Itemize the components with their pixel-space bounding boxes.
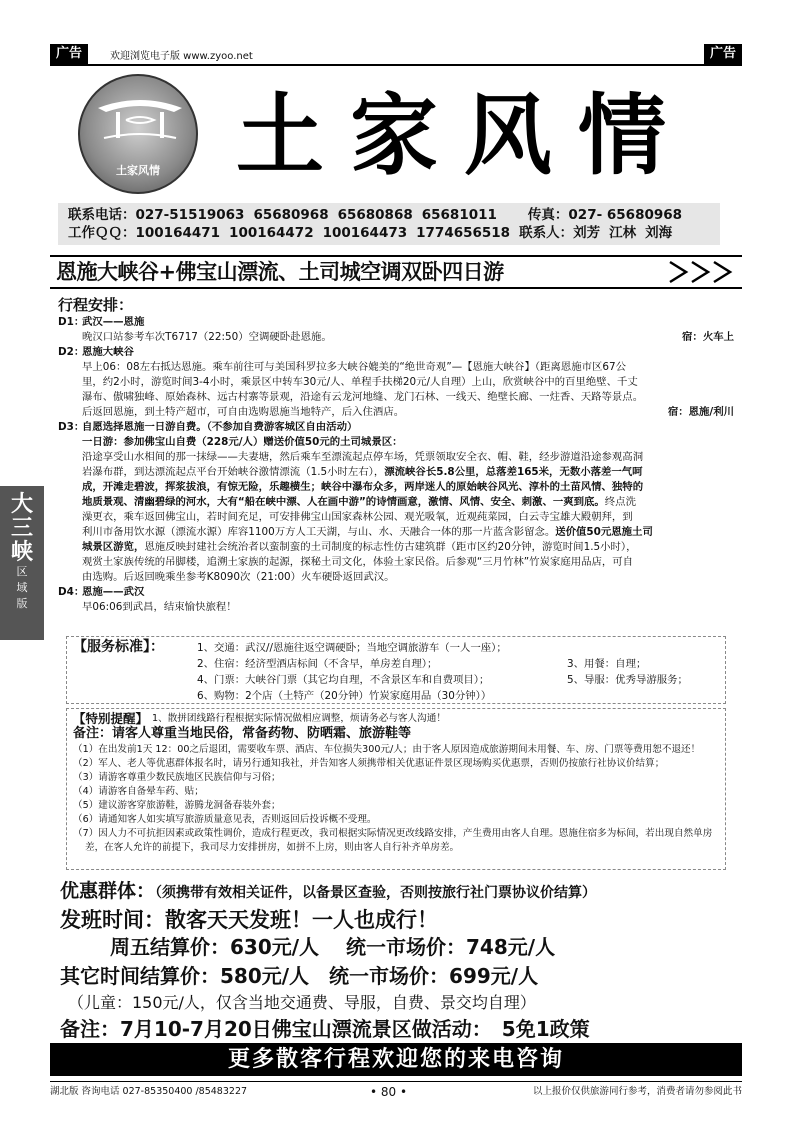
side-tab-char-1: 大 bbox=[10, 491, 33, 517]
day-4-detail: 早06:06到武昌，结束愉快旅程！ bbox=[82, 601, 237, 613]
footer-disclaimer: 以上报价仅供旅游同行参考，消费者请勿参阅此书 bbox=[532, 1086, 742, 1097]
side-tab-sub-2: 域 bbox=[16, 581, 28, 594]
contact-person-3: 刘海 bbox=[645, 225, 673, 241]
day-2-stay: 宿：恩施/利川 bbox=[667, 406, 734, 418]
tour-title: 恩施大峡谷+佛宝山漂流、土司城空调双卧四日游 bbox=[56, 260, 504, 284]
side-tab-sub-3: 版 bbox=[16, 597, 28, 610]
itinerary-section bbox=[58, 298, 734, 615]
pavilion-roof-icon bbox=[96, 94, 184, 140]
triple-arrow-icon bbox=[668, 259, 738, 285]
region-side-tab bbox=[0, 486, 44, 640]
day-4-heading: D4： 恩施——武汉 bbox=[58, 586, 145, 598]
contact-panel bbox=[58, 203, 720, 245]
notice-item: （6）请通知客人如实填写旅游质量意见表，否则返回后投诉概不受理。 bbox=[73, 814, 377, 825]
footer-contact: 湖北版 咨询电话 027-85350400 /85483227 bbox=[50, 1086, 248, 1097]
page-footer bbox=[50, 1081, 742, 1101]
top-header bbox=[50, 44, 742, 66]
service-row: 2、住宿：经济型酒店标间（不含早，单房差自理）； 3、用餐：自理； bbox=[197, 658, 647, 670]
notice-title: 【特别提醒】 bbox=[73, 711, 149, 726]
service-row: 1、交通：武汉//恩施往返空调硬卧；当地空调旅游车（一人一座）； bbox=[197, 642, 507, 654]
contact-person-2: 江林 bbox=[609, 225, 637, 241]
qq-2: 100164472 bbox=[229, 225, 314, 241]
side-tab-char-3: 峡 bbox=[10, 539, 33, 565]
contact-person-1: 联系人：刘芳 bbox=[519, 225, 601, 241]
phone-3: 65680868 bbox=[337, 207, 413, 223]
service-standard-box bbox=[66, 636, 726, 704]
service-title: 【服务标准】： bbox=[73, 639, 164, 655]
phone-1: 联系电话：027-51519063 bbox=[68, 207, 245, 223]
ad-label-left: 广告 bbox=[50, 44, 88, 64]
discount-group-line: 优惠群体：（须携带有效相关证件，以备景区查验，否则按旅行社门票协议价结算） bbox=[60, 880, 597, 902]
page-title: 土家风情 bbox=[236, 83, 693, 187]
contact-row-phone bbox=[68, 206, 710, 224]
phone-4: 65681011 bbox=[421, 207, 497, 223]
qq-3: 100164473 bbox=[322, 225, 408, 241]
notice-item: （7）因人力不可抗拒因素或政策性调价，造成行程更改，我司根据实际情况更改线路安排，产生费用由客人自理。恩施住宿多为标间，若出现自然单房差，在客人允许的前提下，我司尽力安排拼房，如拼不上房，则由客人自行补齐单房差。 bbox=[73, 828, 713, 853]
notice-intro: 1、散拼团线路行程根据实际情况做相应调整，烦请务必与客人沟通！ bbox=[152, 713, 446, 724]
side-tab-sub-1: 区 bbox=[16, 565, 28, 578]
fax: 传真：027- 65680968 bbox=[527, 207, 683, 223]
notice-item: （2）军人、老人等优惠群体报名时，请另行通知我社，并告知客人须携带相关优惠证件景区现场购买优惠票，否则仍按旅行社协议价结算； bbox=[73, 758, 665, 769]
service-row: 4、门票：大峡谷门票（其它均自理，不含景区车和自费项目）； 5、导服：优秀导游服务； bbox=[197, 674, 688, 686]
notice-remark: 备注：请客人尊重当地民俗，常备药物、防晒霜、旅游鞋等 bbox=[73, 726, 412, 741]
day-3-subheading: 一日游：参加佛宝山自费（228元/人）赠送价值50元的土司城景区： bbox=[82, 436, 403, 448]
phone-2: 65680968 bbox=[253, 207, 329, 223]
website-url[interactable]: 欢迎浏览电子版 www.zyoo.net bbox=[110, 51, 253, 62]
qq-1: 工作ＱＱ：100164471 bbox=[68, 225, 221, 241]
other-days-price: 其它时间结算价：580元/人 统一市场价：699元/人 bbox=[60, 964, 539, 988]
service-row: 6、购物：2个店（土特产（20分钟）竹炭家庭用品（30分钟）） bbox=[197, 690, 492, 702]
itinerary-title: 行程安排： bbox=[58, 296, 134, 314]
friday-price: 周五结算价：630元/人 统一市场价：748元/人 bbox=[110, 935, 556, 959]
side-tab-char-2: 三 bbox=[10, 515, 33, 541]
company-logo bbox=[78, 74, 198, 194]
qq-4: 1774656518 bbox=[416, 225, 511, 241]
tour-banner bbox=[50, 255, 742, 289]
notice-item: （4）请游客自备晕车药、贴； bbox=[73, 786, 204, 797]
logo-text: 土家风情 bbox=[116, 164, 160, 177]
day-1-heading: D1： 武汉——恩施 bbox=[58, 316, 145, 328]
day-1-stay: 宿：火车上 bbox=[682, 331, 734, 343]
day-2-detail: 早上06：08左右抵达恩施。乘车前往可与美国科罗拉多大峡谷媲美的“绝世奇观”—【恩施大峡谷】（距离恩施市区67公 里，约2小时，游览时间3-4小时，乘景区中转车30元/人、单程手扶梯20元/人自理）上山，欣赏峡谷中的百里绝壁、千丈 瀑布、傲啸独峰、原始森林、远古村寨等景观，沿途有云龙河地缝、龙门石林、一线天、绝壁长廊、一炷香、天路等景点。 后返回恩施，到土特产超市，可自由选购恩施当地特产，后入住酒店。 宿：恩施/利川 bbox=[82, 361, 734, 418]
day-3-detail: 一日游：参加佛宝山自费（228元/人）赠送价值50元的土司城景区： 沿途享受山水相间的那一抹绿——夫妻塘，然后乘车至漂流起点停车场，凭票领取安全衣、帽、鞋，经步游道沿途参观高洞 岩瀑布群，到达漂流起点平台开始峡谷激情漂流（1.5小时左右），漂流峡谷长5.8公里，总落差165米，无数小落差一气呵 成，开滩走碧波，挥浆拔浪，有惊无险，乐趣横生；峡谷中瀑布众多，两岸迷人的原始峡谷风光、淳朴的土苗风情、独特的 地质景观、清幽碧绿的河水，大有“船在峡中漂、人在画中游”的诗情画意，激情、风情、安全、刺激、一爽到底。终点洗 澡更衣，乘车返回佛宝山，若时间充足，可安排佛宝山国家森林公园、观光吸氧，近观莼菜园，白云寺宝雄大殿朝拜，到 利川市备用饮水源（漂流水源）库容1100万方人工天湖，与山、水、天融合一体的那一片蓝含影留念。送价值50元恩施土司 城景区游览，恩施反映封建社会统治者以蛮制蛮的土司制度的标志性仿古建筑群（距市区约20分钟，游览时间1.5小时）， 观赏土家族传统的吊脚楼，追溯土家族的起源，探秘土司文化，体验土家民俗。后参观“三月竹林”竹炭家庭用品店，可自 由选购。后返回晚乘坐参考K8090次（21:00）火车硬卧返回武汉。 bbox=[58, 435, 734, 585]
promotion-remark: 备注：7月10-7月20日佛宝山漂流景区做活动： 5免1政策 bbox=[60, 1017, 590, 1041]
day-2-heading: D2： 恩施大峡谷 bbox=[58, 346, 134, 358]
day-3-heading: D3： 自愿选择恩施一日游自费。（不参加自费游客城区自由活动） bbox=[58, 421, 358, 433]
ad-label-right: 广告 bbox=[704, 44, 742, 64]
inquiry-banner: 更多散客行程欢迎您的来电咨询 bbox=[50, 1043, 742, 1076]
day-1-detail: 晚汉口站参考车次T6717（22:50）空调硬卧赴恩施。 宿：火车上 bbox=[82, 331, 734, 343]
notice-item: （3）请游客尊重少数民族地区民族信仰与习俗； bbox=[73, 772, 281, 783]
notice-item: （1）在出发前1天 12：00之后退团，需要收车票、酒店、车位损失300元/人；由于客人原因造成旅游期间未用餐、车、房、门票等费用恕不退还！ bbox=[73, 744, 701, 755]
child-price: （儿童：150元/人，仅含当地交通费、导服，自费、景交均自理） bbox=[68, 993, 536, 1012]
departure-schedule: 发班时间：散客天天发班！一人也成行！ bbox=[60, 908, 438, 932]
special-notice-box bbox=[66, 708, 726, 870]
notice-item: （5）建议游客穿旅游鞋，游腾龙洞备春装外套； bbox=[73, 800, 281, 811]
contact-row-qq bbox=[68, 224, 710, 242]
page-number: • 80 • bbox=[370, 1085, 408, 1099]
